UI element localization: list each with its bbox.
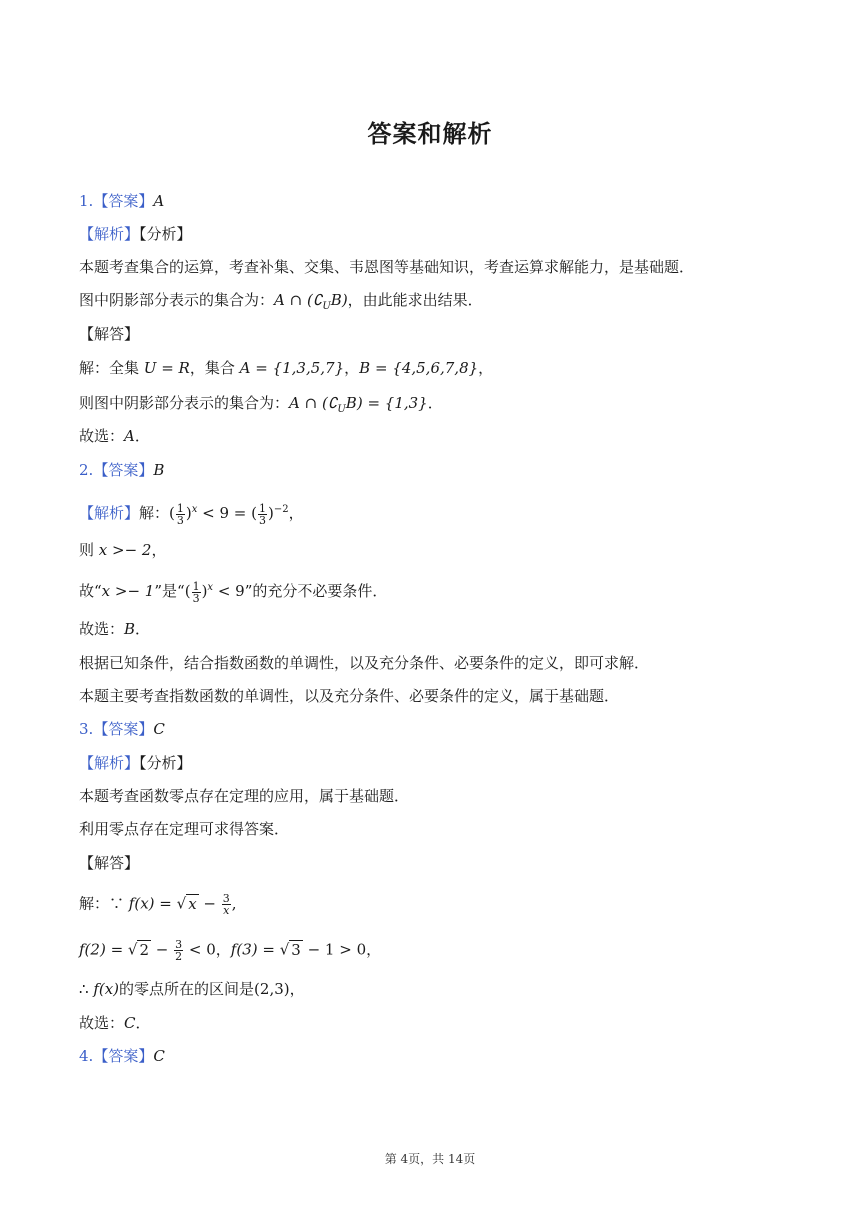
q3-answer-value: C [153, 720, 165, 738]
q1-sol1-m1: U = R [143, 359, 190, 377]
q3-sol2-a: f(2) = [79, 940, 128, 959]
q3-sol2-sqrt2: 3 [291, 940, 301, 959]
q3-sol1-sqrt: x [188, 894, 197, 913]
q2-exp-x: x [191, 504, 198, 515]
q3-solution-line3 [79, 979, 305, 999]
q1-sol1-m2: A = {1,3,5,7} [239, 359, 345, 377]
q2-note1: 根据已知条件，结合指数函数的单调性，以及充分条件、必要条件的定义，即可求解． [79, 654, 650, 672]
q3-jieda-label: 【解答】 [79, 854, 140, 872]
q2-ineq: < 9 = ( [197, 504, 257, 522]
q2-solution-line2 [79, 540, 166, 560]
q1-sol2-post: ． [427, 394, 443, 412]
q2-period: ． [135, 620, 151, 638]
q1-guxuan: 故选： [79, 427, 125, 445]
q1-choice-line [79, 426, 150, 446]
q3-sol2-e: f(3) = [230, 940, 280, 959]
q3-sol3-post: ， [289, 980, 305, 998]
q1-answer-value: A [153, 192, 165, 210]
q2-jie: 解： [139, 504, 170, 522]
q1-jie: 解： [79, 359, 110, 377]
q3-sol1-m: f(x) = [128, 894, 177, 913]
q1-fenxi-text: 本题考查集合的运算，考查补集、交集、韦恩图等基础知识，考查运算求解能力，是基础题． [79, 258, 695, 276]
q4-number: 4. [79, 1047, 94, 1065]
q1-sol2-math2: B) = {1,3} [345, 394, 428, 412]
q2-fraction-1 [176, 503, 185, 526]
page-footer: 第 4页，共 14页 [384, 1152, 476, 1166]
q2-number: 2. [79, 461, 94, 479]
q2-frac3-num: 1 [192, 579, 200, 593]
q3-fraction-1 [222, 893, 231, 916]
q1-period: ． [134, 427, 150, 445]
q3-sol3-m2: (2,3) [254, 980, 290, 998]
q2-post1: ， [288, 504, 304, 522]
q1-sol1-m3: B = {4,5,6,7,8} [359, 359, 479, 377]
q2-line2-pre: 则 [79, 541, 99, 559]
q3-fenxi-text: 本题考查函数零点存在定理的应用，属于基础题． [79, 787, 410, 805]
q3-sol2-g: ， [366, 940, 382, 959]
q3-number: 3. [79, 720, 94, 738]
q1-line2-post: ，由此能求出结果． [347, 291, 483, 309]
q3-frac1-num: 3 [222, 892, 230, 905]
q1-sol1-comma: ， [344, 359, 360, 377]
q1-sol2-sub: U [337, 404, 346, 415]
q3-sol2-sqrt: 2 [139, 940, 150, 959]
q2-solution-line3: 故“x >− 1”是“( $\frac{1}{3}$ )$^x$ < 9”的充分不必要条件． [79, 579, 388, 605]
q3-sol2-b: − [151, 940, 174, 959]
page-title: 答案和解析 [367, 120, 493, 148]
q3-jie: 解： [79, 894, 110, 913]
q1-jiexi-line [79, 224, 192, 244]
q3-sol1-pre: ∵ [109, 894, 129, 913]
q3-frac2-num: 3 [175, 938, 183, 951]
q1-jieda-label: 【解答】 [79, 325, 140, 343]
q2-exp-neg2: −2 [273, 504, 289, 515]
q2-note2: 本题主要考查指数函数的单调性，以及充分条件、必要条件的定义，属于基础题． [79, 687, 620, 705]
q2-jiexi-label: 【解析】 [79, 504, 140, 522]
q3-fraction-2 [174, 939, 183, 962]
q2-line3-m: x >− 1 [101, 582, 155, 600]
q1-answer-label: 【答案】 [93, 192, 154, 210]
q1-line2-sub: U [322, 301, 331, 312]
q2-answer-value: B [153, 461, 165, 479]
q3-choice-line [79, 1013, 151, 1033]
q1-choice: A [124, 427, 135, 445]
q3-sol2-c: < 0 [184, 940, 216, 959]
q1-fenxi-label: 【分析】 [139, 225, 192, 243]
q2-choice-line [79, 619, 150, 639]
q3-answer-label: 【答案】 [93, 720, 154, 738]
q2-frac2-den: 3 [259, 513, 266, 527]
q2-line2-math: x >− 2 [98, 541, 152, 559]
q3-frac1-den: x [223, 904, 230, 917]
q2-frac1-num: 1 [176, 501, 184, 515]
q1-line2-math: A ∩ (∁ [274, 291, 323, 309]
q1-line2-pre: 图中阴影部分表示的集合为： [79, 291, 275, 309]
q2-solution-line1: 【解析】解：( $\frac{1}{3}$ )$^x$ < 9 = ( $\frac{1}{3}$ )$^{-2}$， [79, 501, 304, 527]
q1-answer-line [79, 191, 164, 211]
q3-sol1-post: , [231, 894, 237, 913]
q2-fraction-3 [192, 581, 201, 604]
q3-answer-line [79, 719, 165, 739]
q2-line3-d: ”的充分不必要条件． [244, 582, 388, 600]
q3-period: ． [135, 1014, 151, 1032]
q1-solution-line2 [79, 393, 443, 420]
q3-sol2-f: − 1 > 0 [302, 940, 367, 959]
q2-guxuan: 故选： [79, 620, 125, 638]
q3-sol2-d: ， [215, 940, 231, 959]
q3-solution-line1: 解：∵ f(x) = √ x − $\frac{3}{x}$ , [79, 892, 237, 917]
q2-fraction-2 [258, 503, 267, 526]
q2-frac1-den: 3 [176, 513, 184, 527]
q2-answer-line [79, 460, 164, 480]
q3-jiexi-label: 【解析】 [79, 754, 140, 772]
q4-answer-label: 【答案】 [93, 1047, 154, 1065]
q2-answer-label: 【答案】 [93, 461, 154, 479]
q2-line3-c: < 9 [213, 582, 245, 600]
q3-solution-line2: f(2) = √ 2 − $\frac{3}{2}$ < 0，f(3) = √ 3 − 1 > 0， [79, 938, 382, 963]
q2-frac3-den: 3 [192, 591, 200, 605]
q3-frac2-den: 2 [175, 950, 183, 963]
q3-jiexi-line [79, 753, 192, 773]
q3-sol3-pre: ∴ [79, 980, 94, 998]
q1-line2-math2: B) [330, 291, 348, 309]
q1-solution-line1 [79, 358, 493, 378]
q1-sol1-pre: 全集 [109, 359, 144, 377]
q2-line3-a: 故“ [79, 582, 102, 600]
q1-number: 1. [79, 192, 94, 210]
q3-guxuan: 故选： [79, 1014, 125, 1032]
q4-answer-value: C [153, 1047, 165, 1065]
q3-fenxi-label: 【分析】 [139, 754, 192, 772]
q3-choice: C [124, 1014, 136, 1032]
q3-sol3-mid: 的零点所在的区间是 [119, 980, 255, 998]
q2-frac2-num: 1 [259, 501, 266, 515]
q1-sol1-post: ， [478, 359, 494, 377]
q1-jiexi-label: 【解析】 [79, 225, 140, 243]
q3-sol1-minus: − [198, 894, 221, 913]
q2-choice: B [124, 620, 136, 638]
q2-exp-x-2: x [207, 582, 214, 593]
q2-line3-b: ”是“( [154, 582, 191, 600]
q3-sol3-m: f(x) [93, 980, 120, 998]
q3-fenxi-line2: 利用零点存在定理可求得答案． [79, 820, 290, 838]
q2-line2-post: ， [151, 541, 167, 559]
q1-sol2-pre: 则图中阴影部分表示的集合为： [79, 394, 290, 412]
q1-sol1-mid: ，集合 [189, 359, 240, 377]
q1-fenxi-line2 [79, 290, 483, 317]
q4-answer-line [79, 1046, 165, 1066]
q1-sol2-math: A ∩ (∁ [289, 394, 338, 412]
